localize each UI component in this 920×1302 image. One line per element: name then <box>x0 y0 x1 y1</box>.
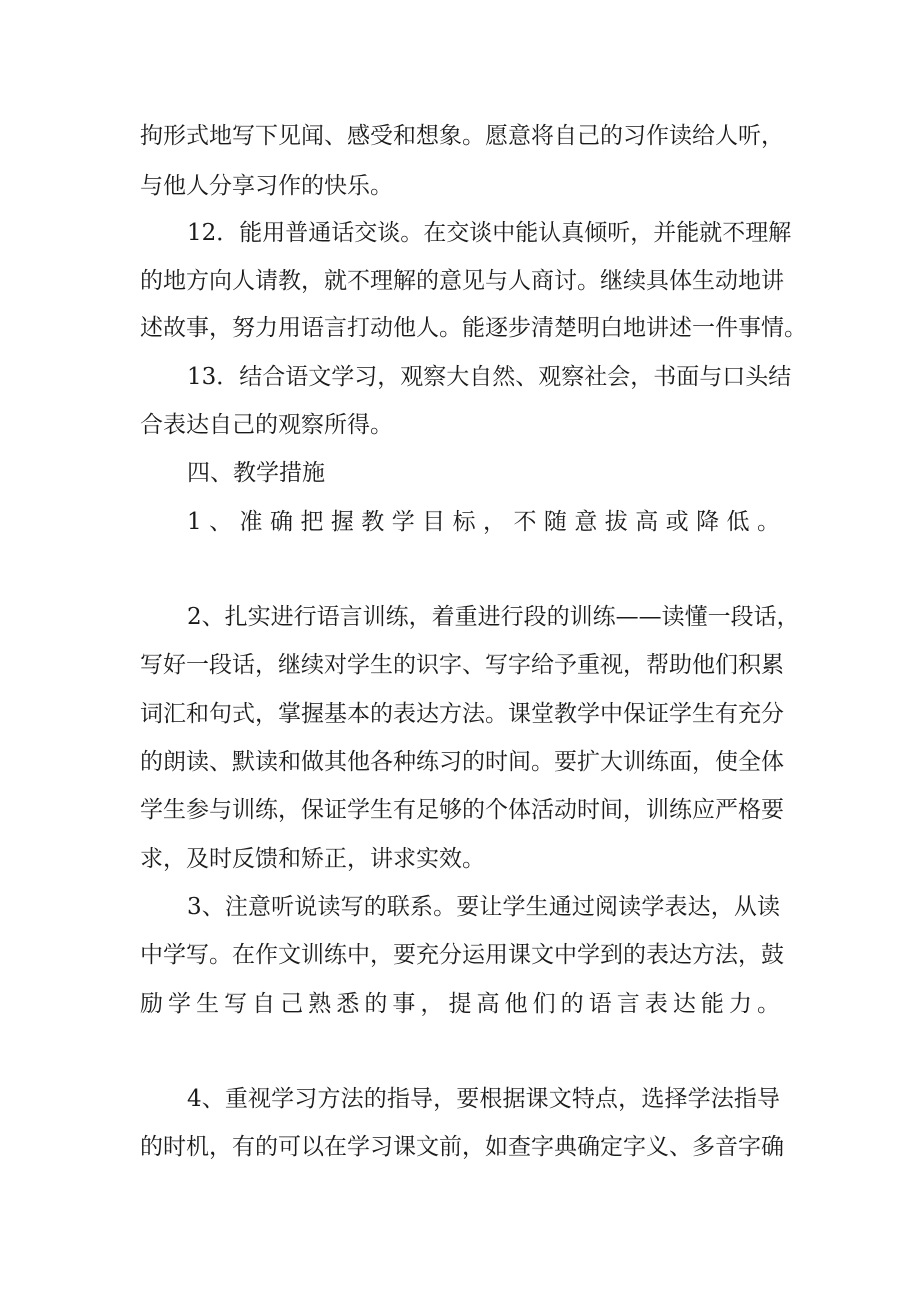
text-line: 合表达自己的观察所得。 <box>140 412 393 438</box>
text-line: 与他人分享习作的快乐。 <box>140 173 393 199</box>
text-line: 求，及时反馈和矫正，讲求实效。 <box>140 846 485 872</box>
text-line: 中学写。在作文训练中，要充分运用课文中学到的表达方法，鼓 <box>140 942 784 968</box>
text-line: 4、重视学习方法的指导，要根据课文特点，选择学法指导 <box>187 1086 780 1112</box>
text-line: 2、扎实进行语言训练，着重进行段的训练——读懂一段话， <box>187 604 800 630</box>
text-line: 述故事，努力用语言打动他人。能逐步清楚明白地讲述一件事情。 <box>140 315 807 341</box>
text-line: 的朗读、默读和做其他各种练习的时间。要扩大训练面，使全体 <box>140 749 784 775</box>
text-line: 3、注意听说读写的联系。要让学生通过阅读学表达，从读 <box>187 894 780 920</box>
text-line: 12．能用普通话交谈。在交谈中能认真倾听，并能就不理解 <box>187 220 792 246</box>
text-line: 学生参与训练，保证学生有足够的个体活动时间，训练应严格要 <box>140 797 784 823</box>
section-heading: 四、教学措施 <box>187 460 325 486</box>
text-line: 拘形式地写下见闻、感受和想象。愿意将自己的习作读给人听， <box>140 123 784 149</box>
text-line: 词汇和句式，掌握基本的表达方法。课堂教学中保证学生有充分 <box>140 701 784 727</box>
text-line: 13．结合语文学习，观察大自然、观察社会，书面与口头结 <box>187 364 792 390</box>
text-line: 的时机，有的可以在学习课文前，如查字典确定字义、多音字确 <box>140 1134 784 1160</box>
text-line: 的地方向人请教，就不理解的意见与人商讨。继续具体生动地讲 <box>140 268 784 294</box>
text-line: 写好一段话，继续对学生的识字、写字给予重视，帮助他们积累 <box>140 652 784 678</box>
text-line: 励学生写自己熟悉的事，提高他们的语言表达能力。 <box>140 991 780 1017</box>
text-line: 1、准确把握教学目标，不随意拔高或降低。 <box>187 509 780 535</box>
